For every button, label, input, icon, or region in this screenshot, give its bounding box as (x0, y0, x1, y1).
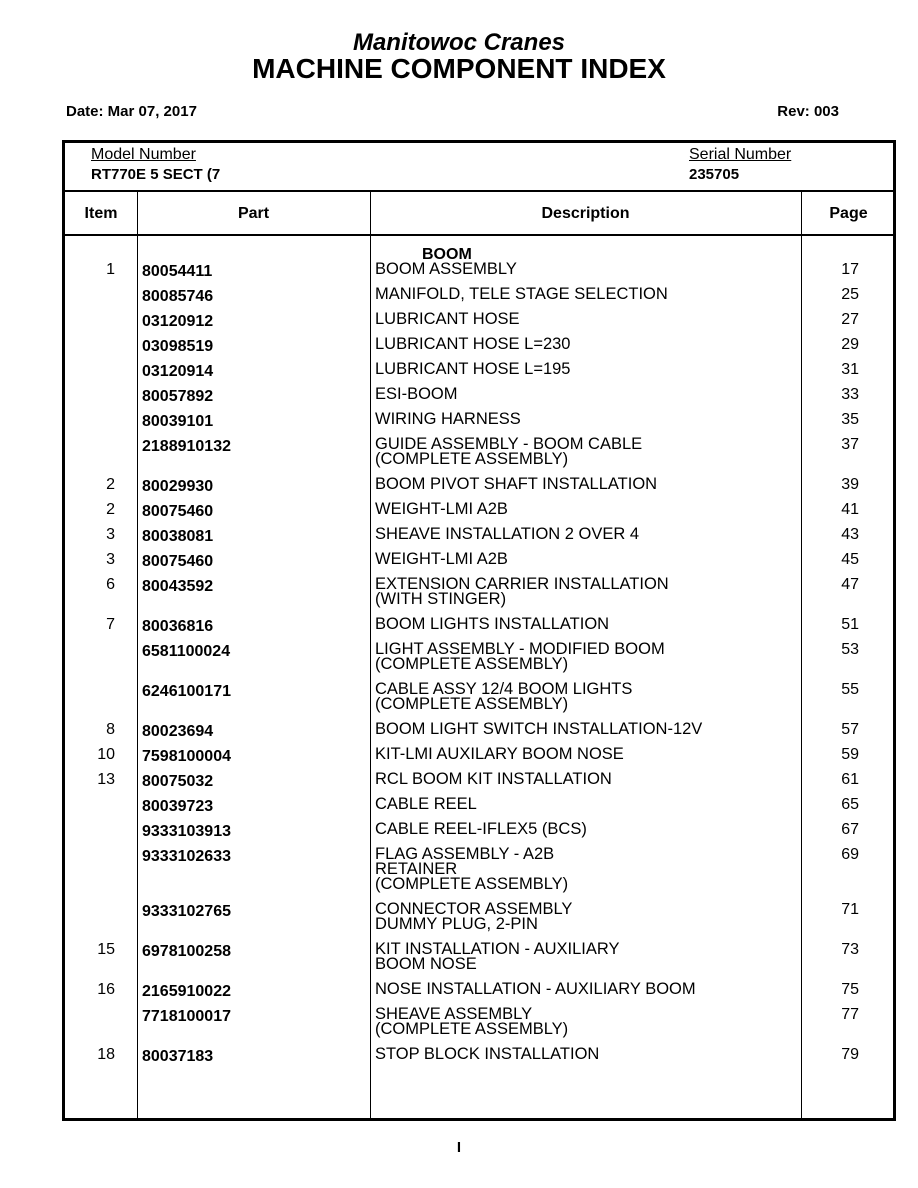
row-item-number: 6 (106, 576, 115, 593)
row-page-number: 29 (841, 336, 859, 353)
row-part-number: 80057892 (142, 388, 214, 405)
column-header-description: Description (541, 205, 630, 222)
row-description-line: LIGHT ASSEMBLY - MODIFIED BOOM (375, 640, 665, 658)
row-description-line: CONNECTOR ASSEMBLY (375, 900, 573, 918)
row-part-number: 9333102765 (142, 903, 231, 920)
row-page-number: 57 (841, 721, 859, 738)
row-item-number: 2 (106, 501, 115, 518)
row-description (375, 262, 795, 277)
serial-number-value: 235705 (689, 166, 740, 183)
row-description (375, 387, 795, 402)
row-description-line: STOP BLOCK INSTALLATION (375, 1045, 600, 1063)
row-part-number: 80029930 (142, 478, 214, 495)
row-page-number: 69 (841, 846, 859, 863)
row-part-number: 80075460 (142, 503, 214, 520)
row-description (375, 577, 795, 607)
row-description (375, 617, 795, 632)
row-part-number: 7598100004 (142, 748, 231, 765)
row-page-number: 43 (841, 526, 859, 543)
row-part-number: 6246100171 (142, 683, 231, 700)
row-description-line: LUBRICANT HOSE L=230 (375, 335, 571, 353)
column-header-item: Item (84, 205, 118, 222)
row-part-number: 80085746 (142, 288, 214, 305)
row-description-line: CABLE REEL (375, 795, 477, 813)
column-divider-part (370, 190, 371, 1118)
row-description-line: GUIDE ASSEMBLY - BOOM CABLE (375, 435, 643, 453)
row-description-line: CABLE ASSY 12/4 BOOM LIGHTS (375, 680, 633, 698)
row-page-number: 61 (841, 771, 859, 788)
component-index-table (62, 140, 896, 1121)
row-description-line: RETAINER (375, 860, 458, 878)
row-description (375, 287, 795, 302)
row-description (375, 552, 795, 567)
row-description (375, 437, 795, 467)
row-description (375, 477, 795, 492)
column-header-part: Part (237, 205, 270, 222)
header-divider (65, 234, 893, 236)
row-item-number: 13 (97, 771, 115, 788)
row-page-number: 65 (841, 796, 859, 813)
row-description-line: RCL BOOM KIT INSTALLATION (375, 770, 612, 788)
serial-number-label: Serial Number (689, 146, 792, 163)
row-description-line: (COMPLETE ASSEMBLY) (375, 655, 569, 673)
row-description-line: (COMPLETE ASSEMBLY) (375, 875, 569, 893)
row-item-number: 3 (106, 526, 115, 543)
row-description (375, 362, 795, 377)
row-item-number: 8 (106, 721, 115, 738)
row-page-number: 71 (841, 901, 859, 918)
row-description-line: (WITH STINGER) (375, 590, 507, 608)
row-part-number: 6581100024 (142, 643, 231, 660)
row-page-number: 79 (841, 1046, 859, 1063)
row-item-number: 16 (97, 981, 115, 998)
row-part-number: 80075032 (142, 773, 214, 790)
row-description-line: NOSE INSTALLATION - AUXILIARY BOOM (375, 980, 696, 998)
row-description (375, 642, 795, 672)
row-page-number: 35 (841, 411, 859, 428)
row-description (375, 747, 795, 762)
row-page-number: 17 (841, 261, 859, 278)
row-description (375, 312, 795, 327)
row-part-number: 2165910022 (142, 983, 231, 1000)
row-description-line: BOOM LIGHT SWITCH INSTALLATION-12V (375, 720, 703, 738)
row-part-number: 9333103913 (142, 823, 231, 840)
row-page-number: 73 (841, 941, 859, 958)
brand-title: Manitowoc Cranes (352, 29, 566, 56)
row-part-number: 80043592 (142, 578, 214, 595)
row-page-number: 31 (841, 361, 859, 378)
row-description (375, 902, 795, 932)
row-description-line: WEIGHT-LMI A2B (375, 550, 508, 568)
row-item-number: 18 (97, 1046, 115, 1063)
row-description-line: DUMMY PLUG, 2-PIN (375, 915, 538, 933)
row-description-line: MANIFOLD, TELE STAGE SELECTION (375, 285, 668, 303)
row-page-number: 37 (841, 436, 859, 453)
row-part-number: 03098519 (142, 338, 214, 355)
row-description (375, 722, 795, 737)
row-description-line: LUBRICANT HOSE L=195 (375, 360, 571, 378)
row-description-line: BOOM PIVOT SHAFT INSTALLATION (375, 475, 658, 493)
row-page-number: 47 (841, 576, 859, 593)
row-page-number: 59 (841, 746, 859, 763)
row-part-number: 9333102633 (142, 848, 231, 865)
row-description-line: KIT INSTALLATION - AUXILIARY (375, 940, 620, 958)
row-description-line: BOOM ASSEMBLY (375, 260, 517, 278)
row-part-number: 2188910132 (142, 438, 231, 455)
row-description-line: (COMPLETE ASSEMBLY) (375, 695, 569, 713)
row-description (375, 772, 795, 787)
column-divider-item (137, 190, 138, 1118)
row-page-number: 51 (841, 616, 859, 633)
row-description-line: CABLE REEL-IFLEX5 (BCS) (375, 820, 587, 838)
model-number-label: Model Number (91, 146, 196, 163)
row-part-number: 6978100258 (142, 943, 231, 960)
row-part-number: 80054411 (142, 263, 213, 280)
row-description-line: SHEAVE ASSEMBLY (375, 1005, 533, 1023)
row-description-line: WEIGHT-LMI A2B (375, 500, 508, 518)
document-title: MACHINE COMPONENT INDEX (252, 53, 666, 84)
row-part-number: 80023694 (142, 723, 214, 740)
page-number: I (456, 1139, 462, 1156)
row-part-number: 80039723 (142, 798, 214, 815)
row-description-line: EXTENSION CARRIER INSTALLATION (375, 575, 669, 593)
row-description (375, 1007, 795, 1037)
row-page-number: 75 (841, 981, 859, 998)
row-part-number: 80038081 (142, 528, 214, 545)
row-description (375, 797, 795, 812)
row-item-number: 7 (106, 616, 115, 633)
row-description-line: LUBRICANT HOSE (375, 310, 520, 328)
row-description-line: (COMPLETE ASSEMBLY) (375, 1020, 569, 1038)
row-description (375, 682, 795, 712)
row-description (375, 942, 795, 972)
row-page-number: 45 (841, 551, 859, 568)
column-header-page: Page (829, 205, 868, 222)
row-part-number: 7718100017 (142, 1008, 231, 1025)
row-description (375, 982, 795, 997)
section-heading: BOOM (422, 246, 472, 263)
row-page-number: 55 (841, 681, 859, 698)
row-description (375, 822, 795, 837)
row-description (375, 502, 795, 517)
row-item-number: 1 (106, 261, 115, 278)
model-number-value: RT770E 5 SECT (7 (91, 166, 221, 183)
document-revision: Rev: 003 (777, 103, 839, 120)
document-date: Date: Mar 07, 2017 (66, 103, 197, 120)
row-description (375, 337, 795, 352)
row-item-number: 2 (106, 476, 115, 493)
row-page-number: 41 (841, 501, 859, 518)
row-item-number: 10 (97, 746, 115, 763)
row-description-line: BOOM NOSE (375, 955, 477, 973)
row-description-line: (COMPLETE ASSEMBLY) (375, 450, 569, 468)
row-description-line: SHEAVE INSTALLATION 2 OVER 4 (375, 525, 640, 543)
row-page-number: 67 (841, 821, 859, 838)
row-part-number: 03120912 (142, 313, 214, 330)
row-description-line: ESI-BOOM (375, 385, 458, 403)
row-part-number: 80037183 (142, 1048, 214, 1065)
row-description-line: BOOM LIGHTS INSTALLATION (375, 615, 610, 633)
row-part-number: 03120914 (142, 363, 214, 380)
row-page-number: 25 (841, 286, 859, 303)
row-description-line: FLAG ASSEMBLY - A2B (375, 845, 555, 863)
row-description-line: KIT-LMI AUXILARY BOOM NOSE (375, 745, 624, 763)
info-divider (65, 190, 893, 192)
row-part-number: 80039101 (142, 413, 214, 430)
row-description (375, 412, 795, 427)
row-description (375, 1047, 795, 1062)
row-description-line: WIRING HARNESS (375, 410, 521, 428)
row-description (375, 527, 795, 542)
row-page-number: 27 (841, 311, 859, 328)
row-item-number: 3 (106, 551, 115, 568)
row-page-number: 53 (841, 641, 859, 658)
row-part-number: 80075460 (142, 553, 214, 570)
row-item-number: 15 (97, 941, 115, 958)
row-page-number: 33 (841, 386, 859, 403)
row-page-number: 39 (841, 476, 859, 493)
row-description (375, 847, 795, 892)
row-part-number: 80036816 (142, 618, 214, 635)
row-page-number: 77 (841, 1006, 859, 1023)
